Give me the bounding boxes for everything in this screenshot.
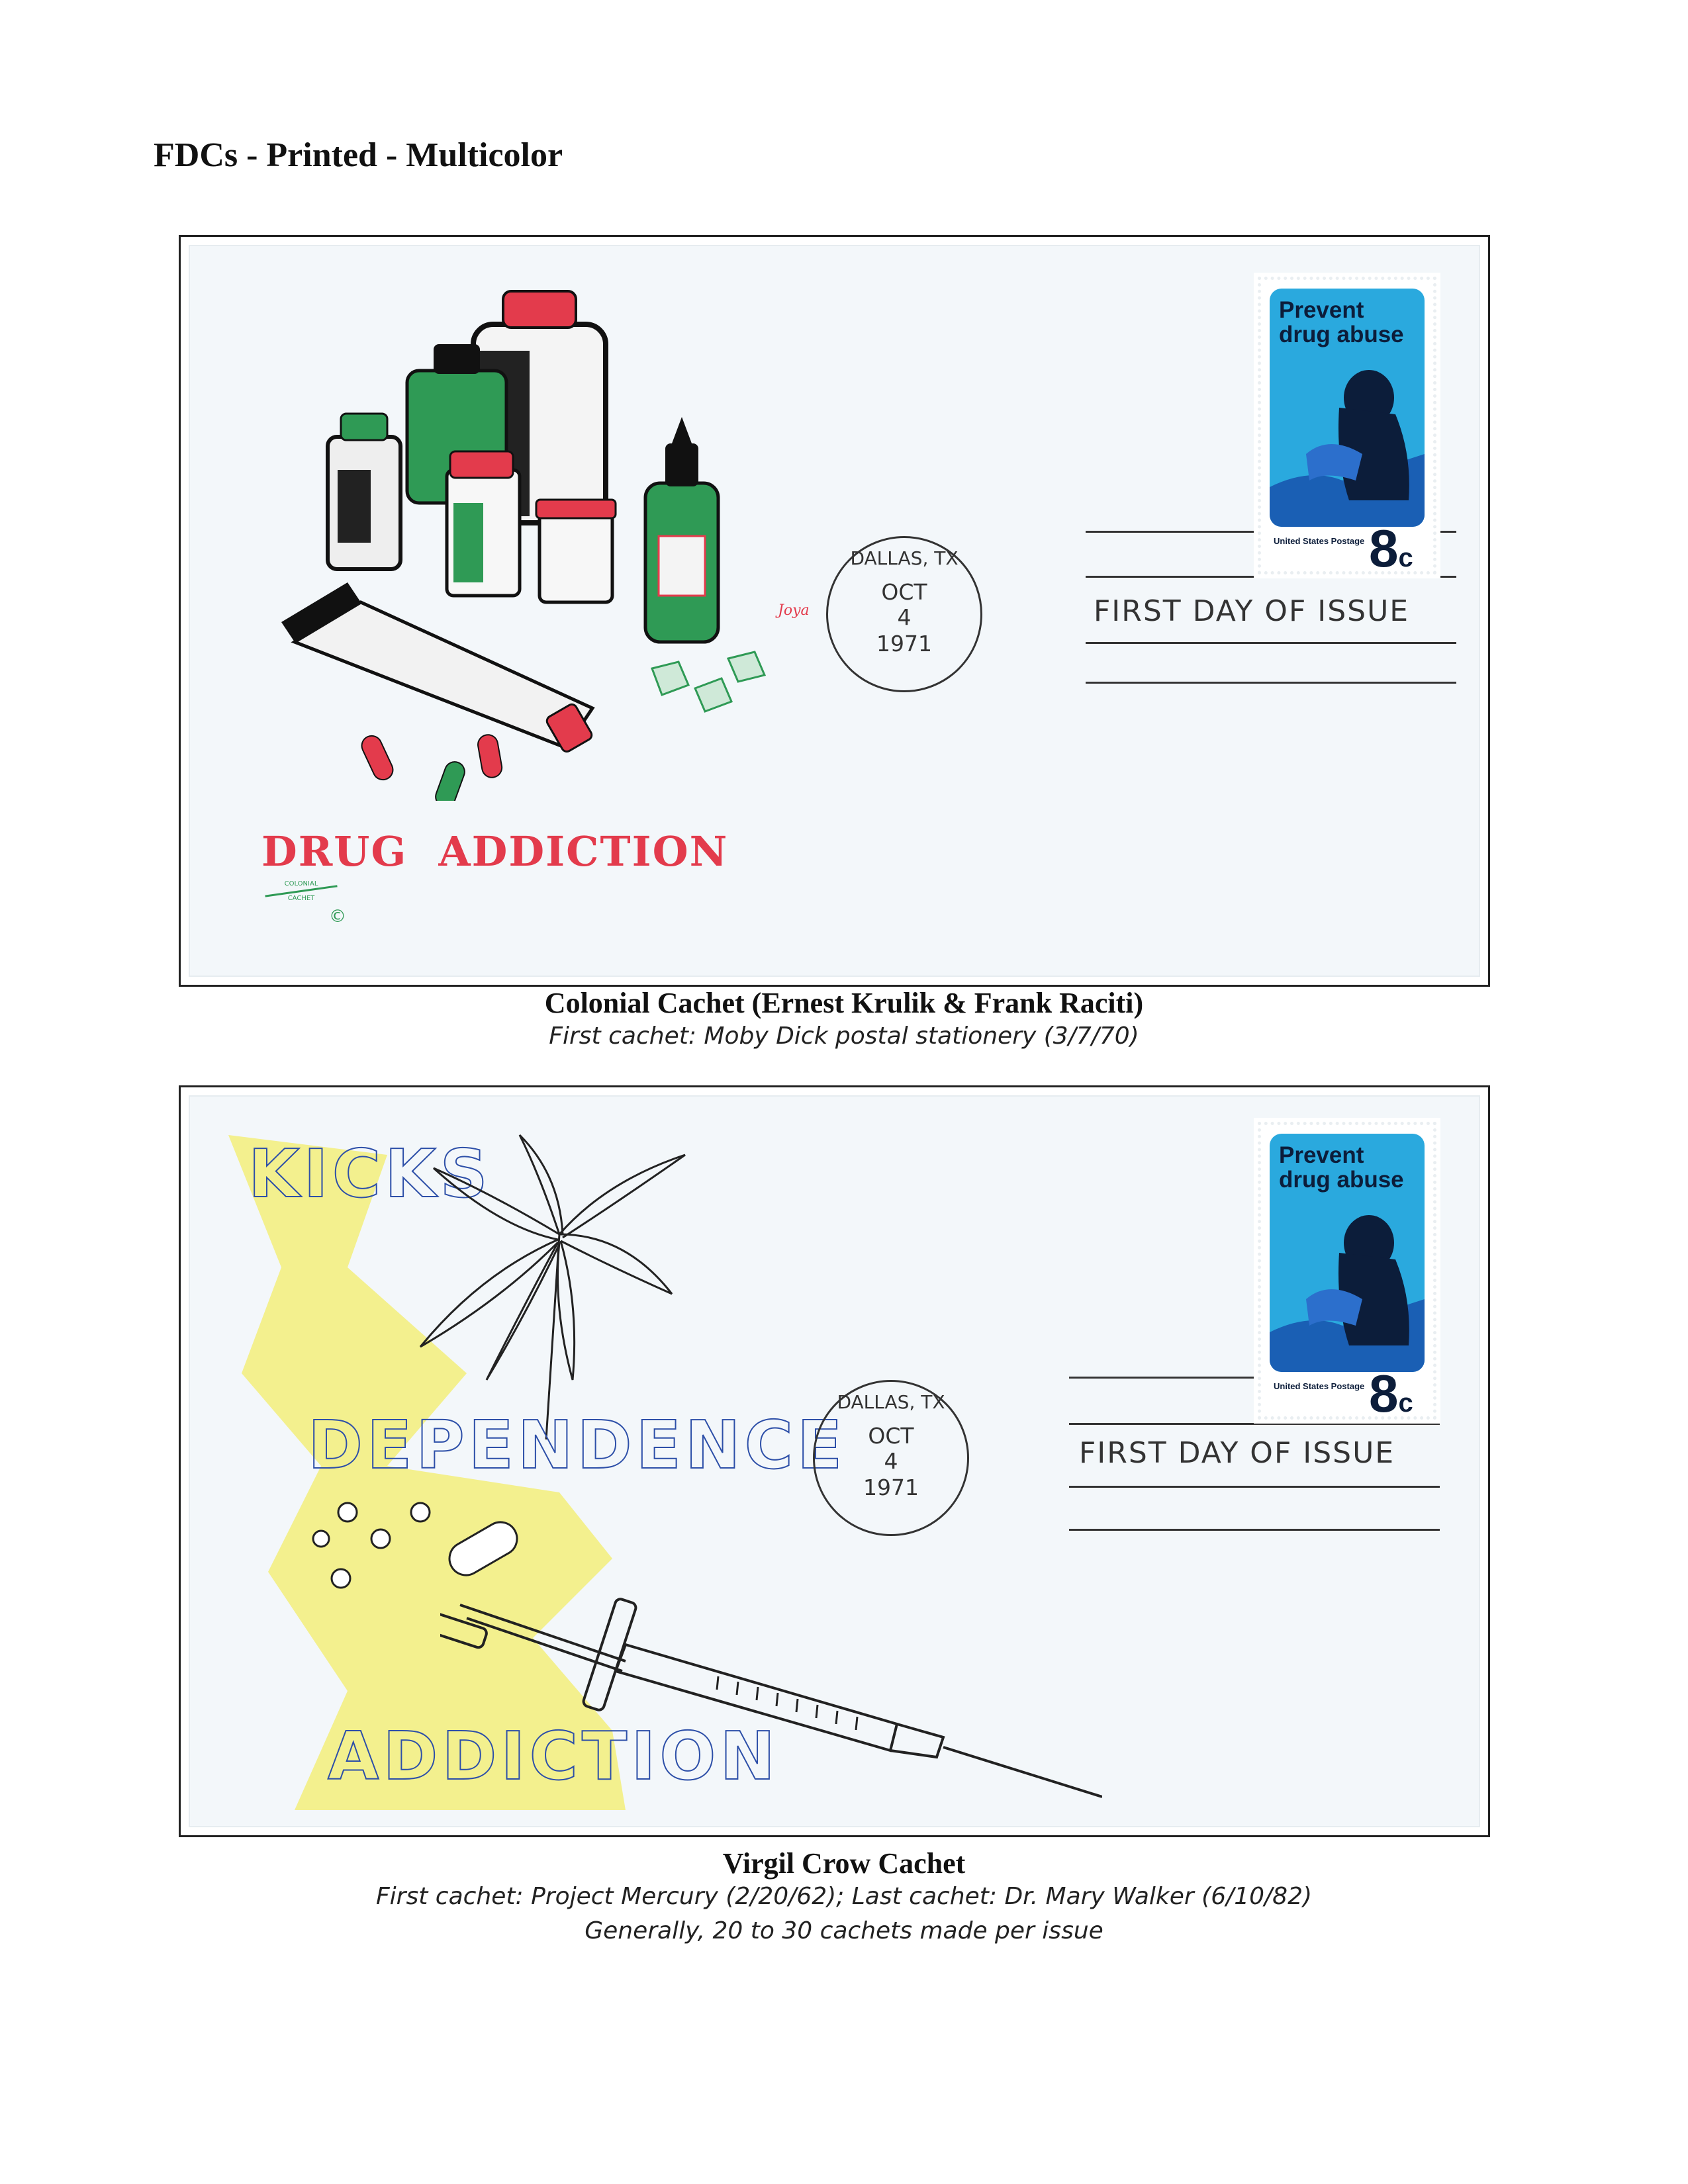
- caption-title-2: Virgil Crow Cachet: [722, 1847, 966, 1880]
- stamp-unit: c: [1398, 1388, 1413, 1418]
- postmark-month: OCT: [881, 579, 927, 605]
- cannabis-leaf-icon: [407, 1128, 698, 1446]
- stamp-denomination: [1369, 1363, 1413, 1424]
- postmark-day: 4: [897, 604, 912, 630]
- cachet-title: DRUG ADDICTION: [261, 827, 729, 876]
- caption-title-1: Colonial Cachet (Ernest Krulik & Frank Raciti): [544, 987, 1144, 1019]
- stamp-line-1: Prevent: [1279, 1142, 1364, 1168]
- stamp-denomination: [1369, 518, 1413, 579]
- postmark-day: 4: [884, 1448, 898, 1474]
- artist-signature: Joya: [778, 602, 810, 619]
- stamp-unit: c: [1398, 543, 1413, 572]
- seated-figure-icon: [1270, 355, 1425, 527]
- caption-sub-2b: Generally, 20 to 30 cachets made per issue: [585, 1917, 1103, 1944]
- postmark-month: OCT: [868, 1423, 914, 1449]
- postmark-year: 1971: [876, 631, 932, 657]
- stamp-country: United States Postage: [1274, 536, 1365, 546]
- caption-sub-1: First cachet: Moby Dick postal stationery (3/7/70): [549, 1023, 1139, 1050]
- cancel-line: [1086, 642, 1456, 644]
- stamp-line-1: Prevent: [1279, 297, 1364, 323]
- word-addiction: ADDICTION: [328, 1717, 780, 1795]
- stamp-line-2: drug abuse: [1279, 1167, 1404, 1193]
- postmark: [826, 536, 982, 692]
- medicine-bottles-illustration: [255, 271, 851, 801]
- colonial-logo: [265, 880, 338, 920]
- cancel-line: [1086, 682, 1456, 684]
- postmark: [813, 1380, 969, 1536]
- stamp-country: United States Postage: [1274, 1381, 1365, 1391]
- logo-text-bottom: CACHET: [287, 895, 315, 902]
- cover-colonial-cachet: [179, 235, 1490, 987]
- copyright-mark: ©: [329, 907, 346, 927]
- page-title: FDCs - Printed - Multicolor: [154, 136, 563, 174]
- cover-virgil-crow-cachet: [179, 1085, 1490, 1837]
- envelope: [189, 245, 1480, 977]
- stamp-value: 8: [1369, 1364, 1399, 1423]
- postmark-city: DALLAS, TX: [850, 547, 959, 569]
- postage-stamp: [1258, 277, 1436, 578]
- word-kicks: KICKS: [248, 1135, 492, 1212]
- first-day-of-issue-cancel: FIRST DAY OF ISSUE: [1079, 1436, 1395, 1470]
- cancel-line: [1069, 1486, 1440, 1488]
- caption-sub-2a: First cachet: Project Mercury (2/20/62); Last cachet: Dr. Mary Walker (6/10/82): [375, 1883, 1313, 1910]
- postmark-city: DALLAS, TX: [837, 1391, 945, 1413]
- logo-text-top: COLONIAL: [284, 880, 318, 887]
- stamp-value: 8: [1369, 519, 1399, 578]
- first-day-of-issue-cancel: FIRST DAY OF ISSUE: [1094, 594, 1410, 628]
- postmark-year: 1971: [863, 1475, 919, 1500]
- postage-stamp: [1258, 1122, 1436, 1423]
- envelope: [189, 1095, 1480, 1827]
- stamp-line-2: drug abuse: [1279, 322, 1404, 347]
- cancel-line: [1069, 1529, 1440, 1531]
- word-dependence: DEPENDENCE: [308, 1406, 847, 1484]
- seated-figure-icon: [1270, 1200, 1425, 1372]
